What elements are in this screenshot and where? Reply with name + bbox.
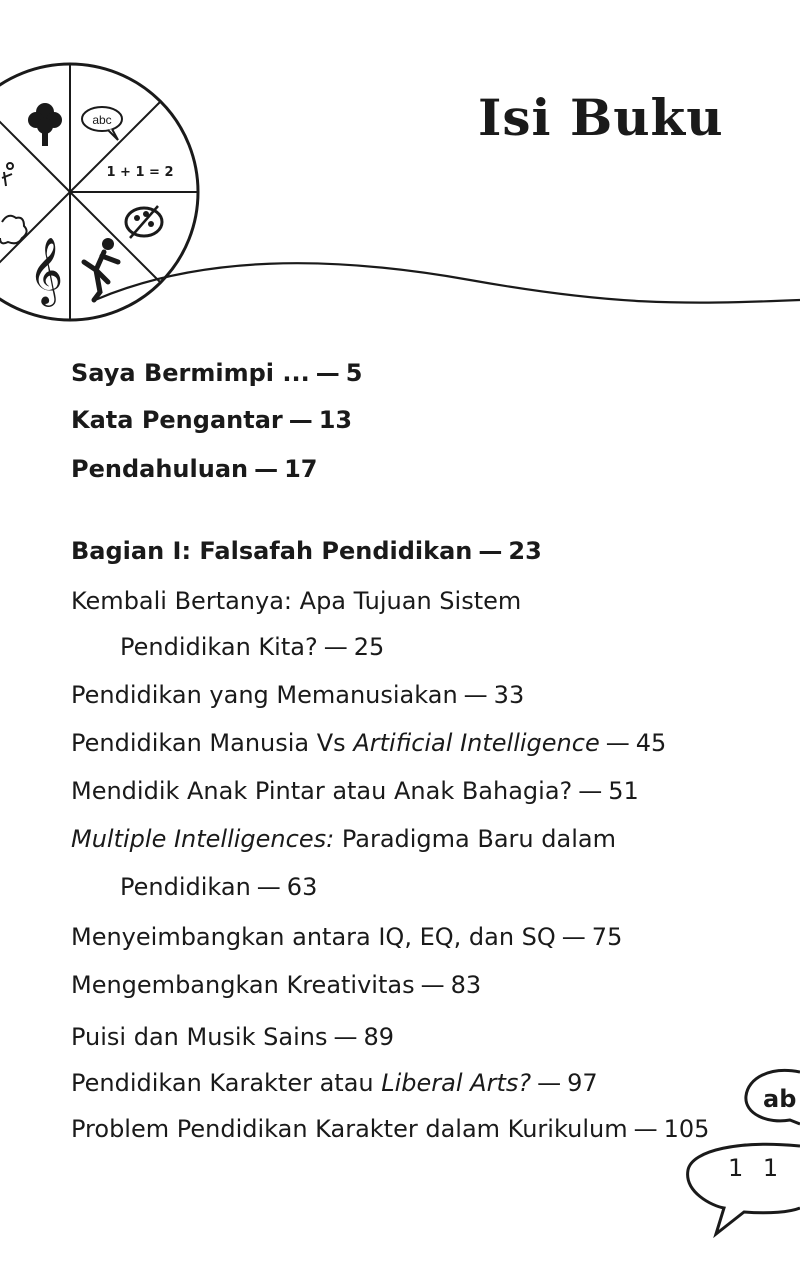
math-label: 1 + 1 = 2 xyxy=(106,165,174,180)
svg-text:abc: abc xyxy=(92,113,112,127)
treble-clef-icon: 𝄞 xyxy=(28,236,64,304)
toc-entry-title: Pendidikan yang Memanusiakan xyxy=(71,681,458,709)
toc-entry-page: 63 xyxy=(286,873,318,901)
toc-entry-page: 45 xyxy=(635,729,667,757)
toc-entry-title: Menyeimbangkan antara IQ, EQ, dan SQ xyxy=(71,923,556,951)
toc-entry-title: Paradigma Baru dalam xyxy=(341,825,616,853)
toc-entry-page: 33 xyxy=(493,681,525,709)
toc-entry-title-italic: Liberal Arts? xyxy=(381,1069,532,1097)
toc-entry-page: 13 xyxy=(318,406,353,434)
toc-entry-continuation: Pendidikan Kita? — 25 xyxy=(120,633,385,661)
page-title: Isi Buku xyxy=(478,88,724,147)
toc-entry-page: 89 xyxy=(363,1023,394,1051)
toc-entry-page: 51 xyxy=(608,777,639,805)
toc-entry: Pendidikan yang Memanusiakan — 33 xyxy=(71,681,525,709)
toc-entry-title: Kata Pengantar xyxy=(71,406,283,434)
toc-entry-page: 83 xyxy=(450,971,482,999)
toc-entry-title: Kembali Bertanya: Apa Tujuan Sistem xyxy=(71,587,522,615)
toc-entry-title: Pendidikan Karakter atau xyxy=(71,1069,374,1097)
part-heading: Bagian I: Falsafah Pendidikan — 23 xyxy=(71,537,542,565)
toc-entry-title: Pendidikan xyxy=(120,873,251,901)
toc-entry-page: 5 xyxy=(345,359,363,387)
toc-entry-page: 17 xyxy=(284,455,318,483)
toc-entry: Puisi dan Musik Sains — 89 xyxy=(71,1023,394,1051)
toc-entry: Pendidikan Manusia Vs Artificial Intelligence — 45 xyxy=(71,729,667,757)
toc-entry: Pendahuluan — 17 xyxy=(71,455,318,483)
toc-entry: Pendidikan Karakter atau Liberal Arts? — 97 xyxy=(71,1069,598,1097)
toc-entry-title: Pendidikan Kita? xyxy=(120,633,318,661)
toc-entry: Mendidik Anak Pintar atau Anak Bahagia? — 51 xyxy=(71,777,639,805)
toc-entry-title: Puisi dan Musik Sains xyxy=(71,1023,328,1051)
toc-entry-title: Pendahuluan xyxy=(71,455,249,483)
toc-entry: Saya Bermimpi ... — 5 xyxy=(71,359,363,387)
part-heading-page: 23 xyxy=(508,537,542,565)
toc-entry-title-italic: Multiple Intelligences: xyxy=(71,825,335,853)
toc-entry-title-italic: Artificial Intelligence xyxy=(353,729,600,757)
toc-entry-title: Mendidik Anak Pintar atau Anak Bahagia? xyxy=(71,777,573,805)
toc-entry-title: Saya Bermimpi ... xyxy=(71,359,310,387)
toc-entry-page: 75 xyxy=(591,923,623,951)
toc-entry-page: 25 xyxy=(353,633,385,661)
toc-entry: Mengembangkan Kreativitas — 83 xyxy=(71,971,482,999)
toc-entry-title: Mengembangkan Kreativitas xyxy=(71,971,415,999)
toc-entry: Menyeimbangkan antara IQ, EQ, dan SQ — 75 xyxy=(71,923,623,951)
toc-entry-continuation: Pendidikan — 63 xyxy=(120,873,318,901)
toc-entry-page: 97 xyxy=(567,1069,598,1097)
part-heading-title: Bagian I: Falsafah Pendidikan xyxy=(71,537,473,565)
toc-entry-page: 105 xyxy=(663,1115,710,1143)
toc-entry: Kata Pengantar — 13 xyxy=(71,406,353,434)
page-number: 1 1 xyxy=(728,1154,785,1182)
toc-entry-title: Pendidikan Manusia Vs xyxy=(71,729,346,757)
toc-entry: Problem Pendidikan Karakter dalam Kurikulum — 105 xyxy=(71,1115,710,1143)
toc-entry-title: Problem Pendidikan Karakter dalam Kurikulum xyxy=(71,1115,628,1143)
abc-corner-text: ab xyxy=(763,1085,797,1113)
